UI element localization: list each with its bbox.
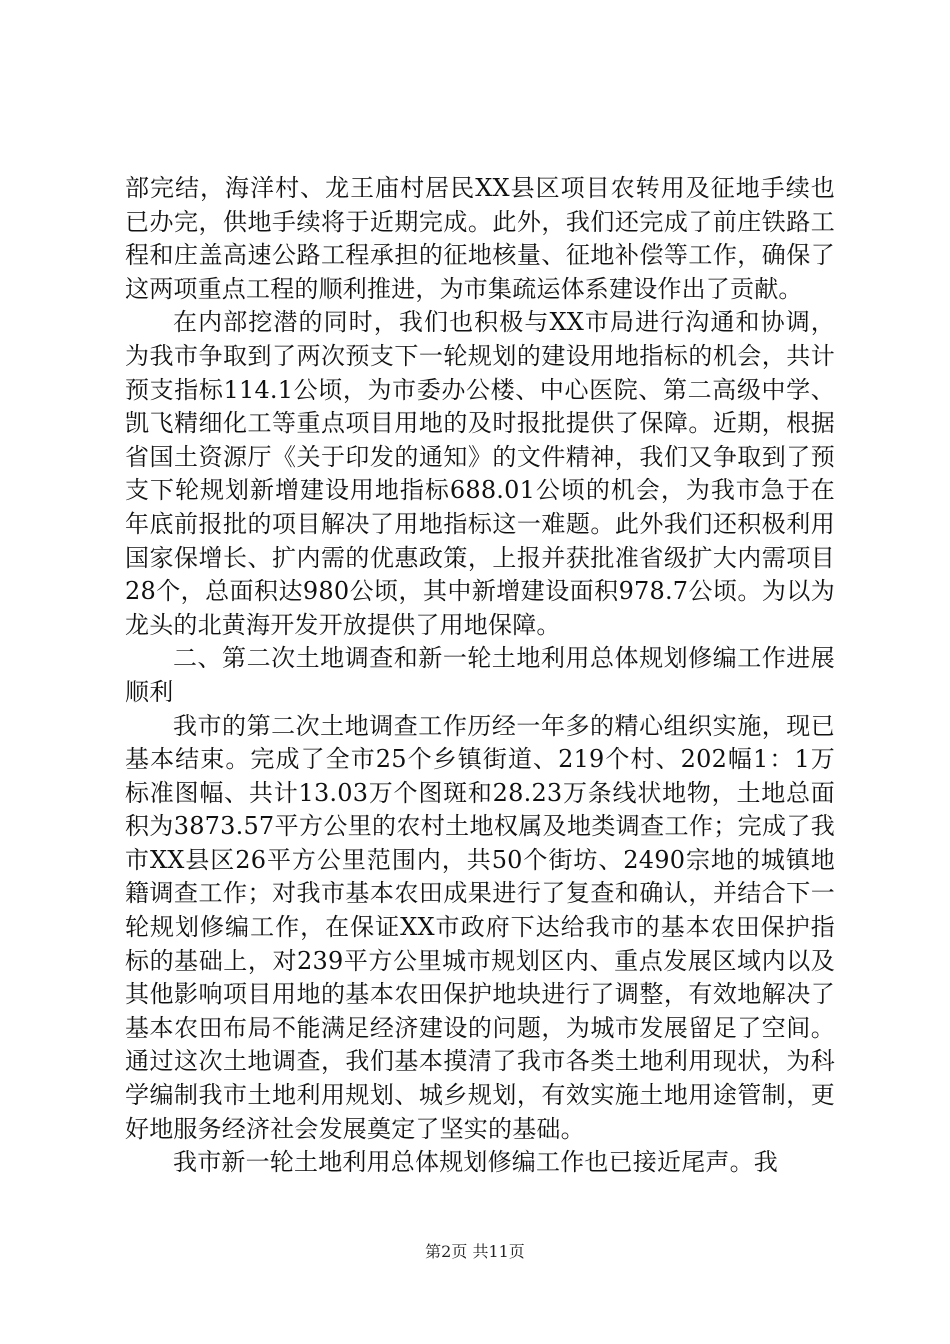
page-footer: 第2页 共11页 xyxy=(425,1242,525,1261)
paragraph-1: 部完结，海洋村、龙王庙村居民XX县区项目农转用及征地手续也已办完，供地手续将于近期完成。此外，我们还完成了前庄铁路工程和庄盖高速公路工程承担的征地核量、征地补偿等工作，确保了这两项重点工程的顺利推进，为市集疏运体系建设作出了贡献。 xyxy=(125,174,835,303)
paragraph-3: 我市的第二次土地调查工作历经一年多的精心组织实施，现已基本结束。完成了全市25个乡镇街道、219个村、202幅1：1万标准图幅、共计13.03万个图斑和28.23万条线状地物，土地总面积为3873.57平方公里的农村土地权属及地类调查工作；完成了我市XX县区26平方公里范围内，共50个街坊、2490宗地的城镇地籍调查工作；对我市基本农田成果进行了复查和确认，并结合下一轮规划修编工作，在保证XX市政府下达给我市的基本农田保护指标的基础上，对239平方公里城市规划区内、重点发展区域内以及其他影响项目用地的基本农田保护地块进行了调整，有效地解决了基本农田布局不能满足经济建设的问题，为城市发展留足了空间。通过这次土地调查，我们基本摸清了我市各类土地利用现状，为科学编制我市土地利用规划、城乡规划，有效实施土地用途管制，更好地服务经济社会发展奠定了坚实的基础。 xyxy=(125,711,835,1143)
document-body xyxy=(125,172,835,1180)
paragraph-4: 我市新一轮土地利用总体规划修编工作也已接近尾声。我 xyxy=(173,1148,778,1177)
section-heading-2: 二、第二次土地调查和新一轮土地利用总体规划修编工作进展顺利 xyxy=(125,644,835,706)
paragraph-2: 在内部挖潜的同时，我们也积极与XX市局进行沟通和协调，为我市争取到了两次预支下一轮规划的建设用地指标的机会，共计预支指标114.1公顷，为市委办公楼、中心医院、第二高级中学、凯飞精细化工等重点项目用地的及时报批提供了保障。近期，根据省国土资源厅《关于印发的通知》的文件精神，我们又争取到了预支下轮规划新增建设用地指标688.01公顷的机会，为我市急于在年底前报批的项目解决了用地指标这一难题。此外我们还积极利用国家保增长、扩内需的优惠政策，上报并获批准省级扩大内需项目28个，总面积达980公顷，其中新增建设面积978.7公顷。为以为龙头的北黄海开发开放提供了用地保障。 xyxy=(125,308,835,639)
